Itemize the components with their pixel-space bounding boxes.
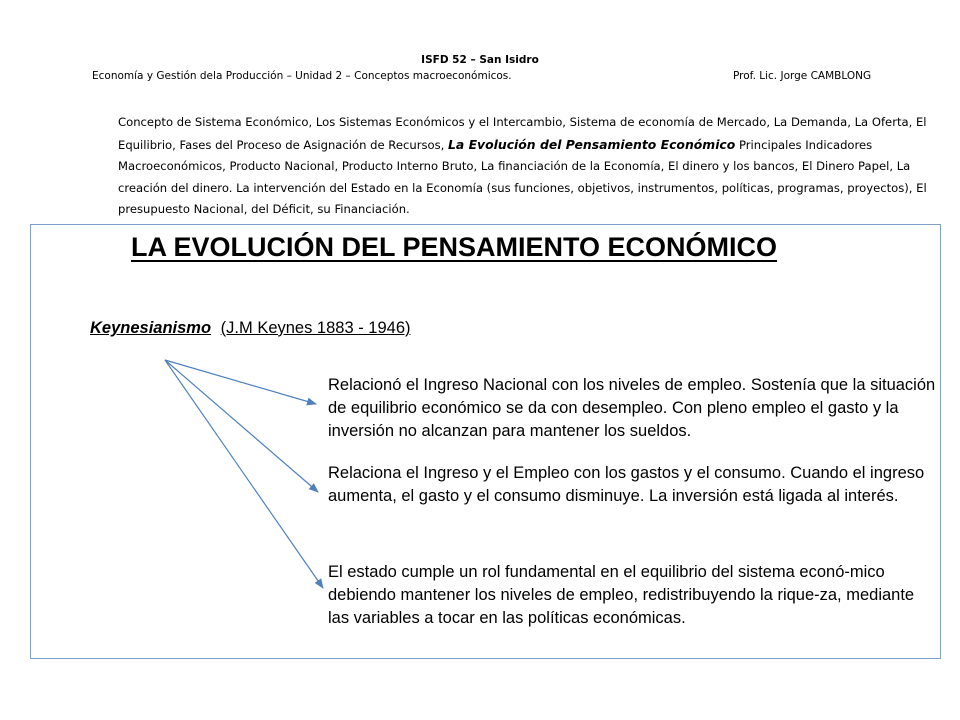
subtitle-years: (J.M Keynes 1883 - 1946)	[220, 319, 411, 337]
paragraph-employment: Relacionó el Ingreso Nacional con los niveles de empleo. Sostenía que la situación de equilibrio económico se da con desempleo. Con pleno empleo el gasto y la inversión no alcanzan para mantener los sueldos.	[328, 376, 936, 440]
topics-text-after: Principales Indicadores Macroeconómicos, Producto Nacional, Producto Interno Bruto, La financiación de la Economía, El dinero y los bancos, El Dinero Papel, La creación del dinero. La intervención del Estado en la Economía (sus funciones, objetivos, instrumentos, políticas, programas, proyectos), El presupuesto Nacional, del Déficit, su Financiación.	[118, 137, 927, 216]
topics-text-before: Concepto de Sistema Económico, Los Sistemas Económicos y el Intercambio, Sistema de economía de Mercado, La Demanda, La Oferta, El Equilibrio, Fases del Proceso de Asignación de Recursos,	[118, 115, 927, 152]
arrow-1	[165, 360, 316, 404]
arrow-3	[165, 360, 323, 588]
subtitle-keyword: Keynesianismo	[90, 319, 212, 337]
arrow-2	[165, 360, 318, 492]
paragraph-consumption: Relaciona el Ingreso y el Empleo con los gastos y el consumo. Cuando el ingreso aumenta, el gasto y el consumo disminuye. La inversión está ligada al interés.	[328, 464, 925, 505]
header-course: Economía y Gestión dela Producción – Unidad 2 – Conceptos macroeconómicos.	[92, 70, 512, 82]
header-institution: ISFD 52 – San Isidro	[421, 54, 539, 66]
topics-highlight: La Evolución del Pensamiento Económico	[448, 136, 736, 152]
paragraph-state-role: El estado cumple un rol fundamental en el equilibrio del sistema econó-mico debiendo mantener los niveles de empleo, redistribuyendo la rique-za, mediante las variables a tocar en las políticas económicas.	[328, 563, 915, 627]
slide-title: LA EVOLUCIÓN DEL PENSAMIENTO ECONÓMICO	[131, 232, 778, 262]
header-professor: Prof. Lic. Jorge CAMBLONG	[733, 70, 872, 82]
